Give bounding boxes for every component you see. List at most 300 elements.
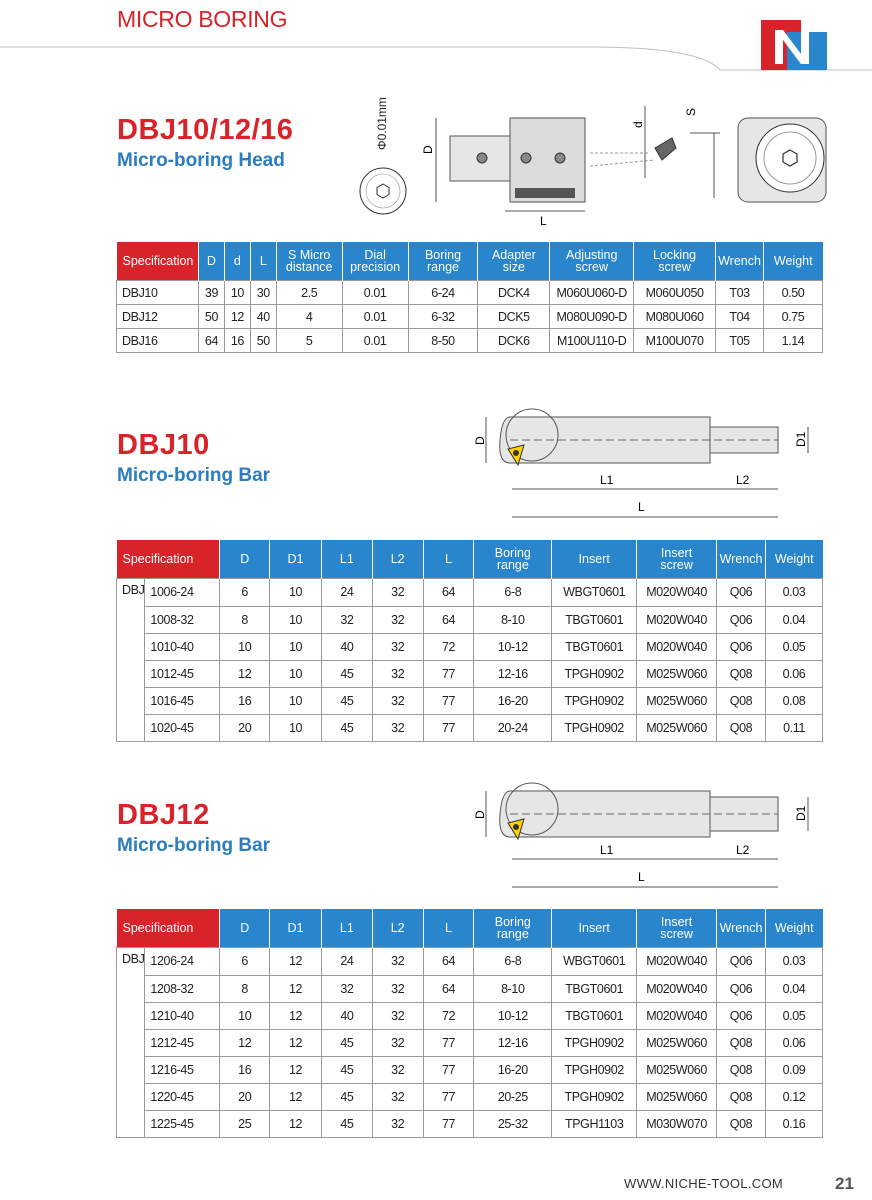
column-header — [408, 242, 478, 281]
table-cell: TBGT0601 — [552, 606, 637, 633]
table-cell: 32 — [321, 975, 372, 1002]
column-header — [117, 540, 220, 579]
table-cell: 10 — [220, 633, 270, 660]
niche-logo — [761, 20, 827, 70]
table-cell: 32 — [372, 1083, 423, 1110]
table-cell: TPGH0902 — [552, 1029, 637, 1056]
column-header — [270, 540, 322, 579]
table-cell: 1006-24 — [145, 579, 220, 607]
table-cell: 24 — [321, 579, 372, 607]
table-row — [117, 1110, 823, 1138]
table-cell: Q08 — [717, 1029, 766, 1056]
svg-text:L1: L1 — [600, 473, 614, 487]
column-header-text: range — [496, 927, 529, 941]
table-cell: 10-12 — [474, 633, 552, 660]
table-cell: M020W040 — [637, 633, 717, 660]
table-cell: Q08 — [717, 660, 766, 687]
table-cell: 0.11 — [766, 714, 823, 742]
table-cell: TPGH0902 — [552, 714, 637, 742]
table-cell: 25 — [220, 1110, 270, 1138]
table-cell: 0.06 — [766, 1029, 823, 1056]
column-header — [552, 540, 637, 579]
column-header-text: distance — [285, 260, 333, 274]
table-cell: 45 — [321, 1110, 372, 1138]
dial-icon — [360, 168, 406, 214]
table-cell: 12 — [270, 975, 322, 1002]
table-cell: 32 — [372, 660, 423, 687]
group-cell — [117, 606, 145, 633]
svg-text:D1: D1 — [794, 805, 808, 821]
table-cell: 8-50 — [408, 329, 478, 353]
table-cell: 25-32 — [474, 1110, 552, 1138]
table-cell: 32 — [372, 1110, 423, 1138]
table-cell: 6-8 — [474, 948, 552, 976]
column-header — [717, 909, 766, 948]
table-cell: 32 — [372, 948, 423, 976]
column-header — [637, 909, 717, 948]
table-cell: 77 — [423, 1083, 474, 1110]
table-cell: 40 — [321, 633, 372, 660]
dial-label: Φ0.01mm — [375, 97, 389, 150]
table-cell: TBGT0601 — [552, 975, 637, 1002]
group-cell: DBJ — [117, 948, 145, 976]
table-cell: 1010-40 — [145, 633, 220, 660]
table-cell: 10 — [224, 281, 250, 305]
section-subtitle-bar10: Micro-boring Bar — [117, 465, 271, 486]
svg-text:D: D — [421, 145, 435, 154]
table-cell: 8-10 — [474, 606, 552, 633]
table-cell: M080U060 — [634, 305, 716, 329]
column-header — [321, 540, 372, 579]
column-header-text: L1 — [339, 921, 354, 935]
table-cell: Q06 — [717, 633, 766, 660]
column-header — [474, 909, 552, 948]
table-row — [117, 714, 823, 742]
table-cell: 72 — [423, 1002, 474, 1029]
table-cell: 10 — [270, 633, 322, 660]
table-cell: WBGT0601 — [552, 579, 637, 607]
table-cell: 45 — [321, 660, 372, 687]
table-cell: 12-16 — [474, 1029, 552, 1056]
table-cell: 1016-45 — [145, 687, 220, 714]
column-header-text: L2 — [390, 552, 405, 566]
column-header-text: Insert — [660, 915, 693, 929]
table-cell: 32 — [372, 606, 423, 633]
group-cell — [117, 1110, 145, 1138]
column-header-text: precision — [350, 260, 401, 274]
table-cell: M025W060 — [637, 714, 717, 742]
column-header — [270, 909, 322, 948]
table-cell: 6 — [220, 579, 270, 607]
column-header — [550, 242, 634, 281]
table-cell: 64 — [423, 579, 474, 607]
table-row — [117, 1002, 823, 1029]
table-cell: Q08 — [717, 687, 766, 714]
table-cell: 32 — [372, 1056, 423, 1083]
column-header — [198, 242, 224, 281]
table-cell: 10 — [270, 714, 322, 742]
footer-url: WWW.NICHE-TOOL.COM — [624, 1176, 783, 1191]
table-row — [117, 329, 823, 353]
micro-boring-head-diagram — [350, 88, 830, 228]
table-cell: 77 — [423, 1029, 474, 1056]
column-header-text: Dial — [364, 248, 386, 262]
table-cell: 12-16 — [474, 660, 552, 687]
table-cell: 32 — [372, 1002, 423, 1029]
table-cell: 30 — [250, 281, 276, 305]
table-cell: M060U060-D — [550, 281, 634, 305]
column-header-text: Boring — [494, 546, 531, 560]
table-cell: T04 — [716, 305, 764, 329]
table-cell: 4 — [276, 305, 342, 329]
group-cell — [117, 1083, 145, 1110]
table-cell: 20-25 — [474, 1083, 552, 1110]
table-cell: TPGH1103 — [552, 1110, 637, 1138]
table-row — [117, 1083, 823, 1110]
table-cell: 12 — [224, 305, 250, 329]
table-cell: 1210-40 — [145, 1002, 220, 1029]
column-header-text: screw — [575, 260, 609, 274]
table-cell: 12 — [220, 1029, 270, 1056]
table-cell: 39 — [198, 281, 224, 305]
column-header-text: range — [496, 558, 529, 572]
table-cell: 32 — [372, 1029, 423, 1056]
column-header — [637, 540, 717, 579]
column-header-text: screw — [658, 260, 691, 274]
column-header — [117, 242, 199, 281]
table-cell: 10-12 — [474, 1002, 552, 1029]
table-row — [117, 948, 823, 976]
group-cell — [117, 687, 145, 714]
column-header-text: D — [240, 552, 250, 566]
table-cell: TBGT0601 — [552, 1002, 637, 1029]
column-header-text: Boring — [494, 915, 531, 929]
table-cell: 1212-45 — [145, 1029, 220, 1056]
table-cell: M020W040 — [637, 606, 717, 633]
column-header — [276, 242, 342, 281]
head-body — [450, 118, 676, 202]
table-cell: 64 — [423, 975, 474, 1002]
table-cell: 2.5 — [276, 281, 342, 305]
column-header-text: Weight — [774, 921, 814, 935]
table-cell: 0.01 — [342, 329, 408, 353]
column-header — [250, 242, 276, 281]
svg-text:L: L — [540, 214, 547, 228]
table-cell: 10 — [270, 606, 322, 633]
table-cell: Q06 — [717, 975, 766, 1002]
column-header — [478, 242, 550, 281]
table-cell: 77 — [423, 1110, 474, 1138]
table-cell: 0.08 — [766, 687, 823, 714]
column-header-text: D — [240, 921, 250, 935]
table-cell: 45 — [321, 1029, 372, 1056]
table-cell: DCK6 — [478, 329, 550, 353]
table-header-row — [117, 540, 823, 579]
table-cell: 45 — [321, 714, 372, 742]
table-cell: 12 — [270, 948, 322, 976]
column-header — [423, 909, 474, 948]
group-cell — [117, 1056, 145, 1083]
table-cell: 6 — [220, 948, 270, 976]
column-header — [552, 909, 637, 948]
table-cell: 0.04 — [766, 606, 823, 633]
column-header-text: screw — [660, 927, 693, 941]
column-header — [321, 909, 372, 948]
table-cell: 12 — [270, 1110, 322, 1138]
table-cell: 0.01 — [342, 305, 408, 329]
table-row — [117, 1056, 823, 1083]
table-cell: M025W060 — [637, 660, 717, 687]
table-cell: 16-20 — [474, 1056, 552, 1083]
column-header — [764, 242, 823, 281]
column-header-text: L2 — [390, 921, 405, 935]
group-cell: DBJ — [117, 579, 145, 607]
table-cell: TBGT0601 — [552, 633, 637, 660]
table-row — [117, 633, 823, 660]
column-header-text: D1 — [287, 921, 304, 935]
table-cell: 10 — [270, 579, 322, 607]
column-header-text: d — [233, 254, 241, 268]
table-cell: 1020-45 — [145, 714, 220, 742]
section-subtitle-head: Micro-boring Head — [117, 150, 285, 171]
svg-text:S: S — [684, 107, 698, 116]
table-cell: 16 — [220, 687, 270, 714]
table-cell: 8 — [220, 606, 270, 633]
table-cell: M025W060 — [637, 1029, 717, 1056]
column-header-text: L1 — [339, 552, 354, 566]
table-cell: 12 — [220, 660, 270, 687]
column-header-text: Wrench — [718, 254, 761, 268]
column-header-text: L — [259, 254, 267, 268]
table-row — [117, 281, 823, 305]
table-header-row — [117, 242, 823, 281]
table-cell: 32 — [372, 579, 423, 607]
table-cell: 0.05 — [766, 633, 823, 660]
table-cell: WBGT0601 — [552, 948, 637, 976]
table-header-row — [117, 909, 823, 948]
group-cell — [117, 633, 145, 660]
group-cell — [117, 714, 145, 742]
table-cell: 0.05 — [766, 1002, 823, 1029]
column-header — [717, 540, 766, 579]
table-cell: 1012-45 — [145, 660, 220, 687]
table-cell: DBJ10 — [117, 281, 199, 305]
column-header — [634, 242, 716, 281]
group-cell — [117, 1002, 145, 1029]
table-cell: TPGH0902 — [552, 1056, 637, 1083]
column-header — [220, 540, 270, 579]
column-header — [117, 909, 220, 948]
micro-boring-bar-12-diagram — [460, 775, 820, 895]
table-cell: 32 — [372, 687, 423, 714]
table-cell: 20 — [220, 1083, 270, 1110]
column-header-text: L — [445, 552, 452, 566]
svg-text:L: L — [638, 870, 645, 884]
table-cell: 0.04 — [766, 975, 823, 1002]
column-header-text: Adapter — [491, 248, 536, 262]
table-cell: 24 — [321, 948, 372, 976]
svg-text:L2: L2 — [736, 473, 750, 487]
table-cell: 1.14 — [764, 329, 823, 353]
table-row — [117, 579, 823, 607]
table-cell: DCK5 — [478, 305, 550, 329]
table-cell: 8 — [220, 975, 270, 1002]
svg-text:L: L — [638, 500, 645, 514]
table-cell: 0.03 — [766, 579, 823, 607]
table-cell: 8-10 — [474, 975, 552, 1002]
page-header-title: MICRO BORING — [117, 6, 288, 32]
table-cell: 12 — [270, 1056, 322, 1083]
table-cell: 0.09 — [766, 1056, 823, 1083]
table-cell: 64 — [423, 948, 474, 976]
section-title-head: DBJ10/12/16 — [117, 114, 294, 146]
table-cell: 10 — [270, 660, 322, 687]
column-header-text: D — [206, 254, 216, 268]
column-header — [716, 242, 764, 281]
group-cell — [117, 660, 145, 687]
column-header-text: Locking — [653, 248, 697, 262]
column-header — [423, 540, 474, 579]
column-header-text: L — [445, 921, 452, 935]
table-cell: 1216-45 — [145, 1056, 220, 1083]
column-header-text: Weight — [773, 254, 813, 268]
table-cell: Q08 — [717, 1056, 766, 1083]
table-cell: 1220-45 — [145, 1083, 220, 1110]
table-cell: 50 — [198, 305, 224, 329]
table-cell: 12 — [270, 1002, 322, 1029]
table-cell: 32 — [372, 975, 423, 1002]
svg-text:D1: D1 — [794, 431, 808, 447]
table-cell: TPGH0902 — [552, 687, 637, 714]
table-cell: 6-32 — [408, 305, 478, 329]
column-header-text: D1 — [287, 552, 304, 566]
page-number: 21 — [835, 1174, 854, 1193]
table-cell: 6-24 — [408, 281, 478, 305]
column-header — [372, 540, 423, 579]
table-cell: 64 — [423, 606, 474, 633]
table-cell: DBJ12 — [117, 305, 199, 329]
table-cell: 0.50 — [764, 281, 823, 305]
column-header — [220, 909, 270, 948]
table-cell: Q06 — [717, 1002, 766, 1029]
table-cell: 77 — [423, 687, 474, 714]
table-cell: M030W070 — [637, 1110, 717, 1138]
table-cell: 12 — [270, 1083, 322, 1110]
table-cell: 77 — [423, 1056, 474, 1083]
svg-text:d: d — [631, 121, 645, 128]
svg-text:D: D — [473, 436, 487, 445]
table-cell: 0.06 — [766, 660, 823, 687]
table-row — [117, 1029, 823, 1056]
column-header-text: screw — [660, 558, 693, 572]
table-cell: M020W040 — [637, 948, 717, 976]
table-cell: TPGH0902 — [552, 660, 637, 687]
table-cell: 5 — [276, 329, 342, 353]
table-cell: 10 — [220, 1002, 270, 1029]
table-cell: 16-20 — [474, 687, 552, 714]
table-cell: M020W040 — [637, 1002, 717, 1029]
table-cell: M100U110-D — [550, 329, 634, 353]
table-cell: 16 — [224, 329, 250, 353]
table-cell: 40 — [250, 305, 276, 329]
table-cell: Q06 — [717, 948, 766, 976]
spec-table-bar12 — [116, 909, 823, 1138]
table-cell: 77 — [423, 660, 474, 687]
column-header-text: size — [502, 260, 525, 274]
table-cell: 0.16 — [766, 1110, 823, 1138]
table-cell: 0.75 — [764, 305, 823, 329]
column-header-text: Insert — [578, 921, 610, 935]
column-header-text: Adjusting — [566, 248, 618, 262]
table-cell: M060U050 — [634, 281, 716, 305]
table-cell: M025W060 — [637, 1083, 717, 1110]
column-header-text: range — [427, 260, 459, 274]
table-cell: 32 — [372, 633, 423, 660]
table-cell: DBJ16 — [117, 329, 199, 353]
column-header-text: Insert — [660, 546, 693, 560]
table-cell: T03 — [716, 281, 764, 305]
micro-boring-bar-10-diagram — [460, 405, 820, 525]
column-header — [474, 540, 552, 579]
table-cell: TPGH0902 — [552, 1083, 637, 1110]
spec-table-head — [116, 242, 823, 353]
table-cell: 1206-24 — [145, 948, 220, 976]
table-cell: 16 — [220, 1056, 270, 1083]
column-header-text: Wrench — [719, 552, 763, 566]
column-header-text: S Micro — [288, 248, 331, 262]
column-header — [342, 242, 408, 281]
table-cell: 0.12 — [766, 1083, 823, 1110]
section-subtitle-bar12: Micro-boring Bar — [117, 835, 271, 856]
section-title-bar12: DBJ12 — [117, 799, 210, 831]
table-cell: 72 — [423, 633, 474, 660]
table-cell: M020W040 — [637, 579, 717, 607]
table-cell: Q06 — [717, 606, 766, 633]
table-cell: 45 — [321, 1056, 372, 1083]
table-cell: 1008-32 — [145, 606, 220, 633]
table-cell: 0.03 — [766, 948, 823, 976]
column-header-text: Specification — [122, 921, 194, 935]
table-cell: 10 — [270, 687, 322, 714]
table-cell: 77 — [423, 714, 474, 742]
table-row — [117, 975, 823, 1002]
table-cell: 50 — [250, 329, 276, 353]
table-cell: 45 — [321, 687, 372, 714]
table-row — [117, 660, 823, 687]
table-row — [117, 687, 823, 714]
column-header-text: Specification — [122, 552, 194, 566]
group-cell — [117, 1029, 145, 1056]
table-row — [117, 606, 823, 633]
column-header-text: Boring — [424, 248, 462, 262]
spec-table-bar10 — [116, 540, 823, 742]
table-cell: Q06 — [717, 579, 766, 607]
column-header-text: Weight — [774, 552, 814, 566]
table-cell: M025W060 — [637, 1056, 717, 1083]
svg-text:L2: L2 — [736, 843, 750, 857]
table-cell: 32 — [372, 714, 423, 742]
column-header-text: Insert — [578, 552, 610, 566]
svg-text:D: D — [473, 810, 487, 819]
group-cell — [117, 975, 145, 1002]
column-header — [766, 540, 823, 579]
column-header — [224, 242, 250, 281]
table-cell: M080U090-D — [550, 305, 634, 329]
table-cell: 6-8 — [474, 579, 552, 607]
table-cell: 40 — [321, 1002, 372, 1029]
table-cell: 1208-32 — [145, 975, 220, 1002]
table-cell: 20 — [220, 714, 270, 742]
